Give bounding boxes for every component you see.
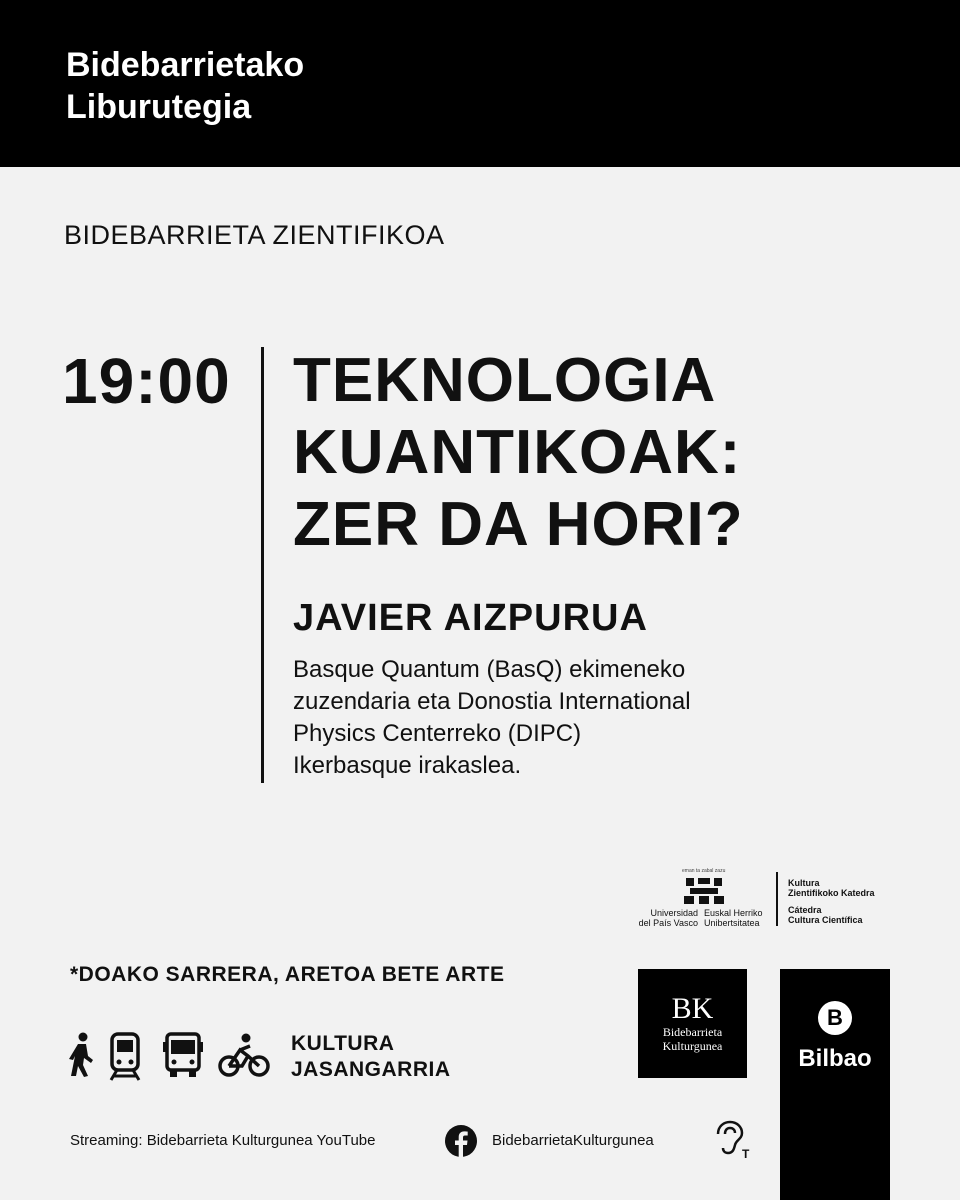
upv-ehu-logo bbox=[632, 868, 902, 932]
catedra-line2: Cultura Científica bbox=[788, 915, 863, 925]
free-entry-note: *DOAKO SARRERA, ARETOA BETE ARTE bbox=[70, 963, 505, 986]
facebook-handle: BidebarrietaKulturgunea bbox=[492, 1132, 654, 1149]
series-title: BIDEBARRIETA ZIENTIFIKOA bbox=[64, 220, 445, 250]
bk-name-line2: Kulturgunea bbox=[662, 1039, 723, 1053]
catedra-name bbox=[788, 905, 863, 925]
upv-motto: eman ta zabal zazu bbox=[682, 868, 726, 874]
katedra-line1: Kultura bbox=[788, 878, 820, 888]
hearing-loop-icon bbox=[712, 1120, 752, 1162]
tram-icon bbox=[108, 1032, 142, 1082]
sustainable-culture-line2: JASANGARRIA bbox=[291, 1058, 451, 1081]
bk-mark-text: BK bbox=[671, 992, 714, 1023]
header-bar bbox=[0, 0, 960, 167]
bike-icon bbox=[218, 1032, 270, 1078]
streaming-info: Streaming: Bidebarrieta Kulturgunea YouTube bbox=[70, 1132, 376, 1149]
library-name bbox=[66, 44, 304, 128]
event-title bbox=[293, 345, 913, 561]
speaker-bio-line3: Physics Centerreko (DIPC) bbox=[293, 720, 582, 747]
event-title-line2: KUANTIKOAK: bbox=[293, 418, 742, 487]
sustainable-culture-line1: KULTURA bbox=[291, 1032, 395, 1055]
speaker-bio bbox=[293, 654, 913, 782]
upv-es-line2: del País Vasco bbox=[638, 918, 698, 928]
upv-eu-line2: Unibertsitatea bbox=[704, 918, 760, 928]
bk-name bbox=[638, 1025, 747, 1053]
upv-tree-icon bbox=[682, 876, 726, 906]
bk-name-line1: Bidebarrieta bbox=[662, 1025, 723, 1039]
bus-icon bbox=[162, 1032, 204, 1078]
library-name-line1: Bidebarrietako bbox=[66, 46, 305, 84]
upv-eu-line1: Euskal Herriko bbox=[704, 908, 763, 918]
event-time: 19:00 bbox=[62, 345, 231, 417]
library-name-line2: Liburutegia bbox=[66, 88, 252, 126]
walk-icon bbox=[66, 1032, 96, 1078]
upv-es-line1: Universidad bbox=[650, 908, 698, 918]
bilbao-name: Bilbao bbox=[798, 1045, 872, 1072]
upv-eu-name bbox=[704, 908, 763, 928]
catedra-line1: Cátedra bbox=[788, 905, 822, 915]
sustainable-culture bbox=[291, 1031, 451, 1083]
speaker-name: JAVIER AIZPURUA bbox=[293, 597, 648, 639]
upv-es-name bbox=[632, 908, 698, 928]
event-title-line1: TEKNOLOGIA bbox=[293, 346, 717, 415]
upv-separator bbox=[776, 872, 778, 926]
speaker-bio-line1: Basque Quantum (BasQ) ekimeneko bbox=[293, 656, 686, 683]
facebook-icon bbox=[444, 1124, 478, 1158]
bk-logo bbox=[638, 969, 747, 1078]
katedra-name bbox=[788, 878, 875, 898]
speaker-bio-line2: zuzendaria eta Donostia International bbox=[293, 688, 691, 715]
bilbao-b-icon: B bbox=[818, 1001, 852, 1035]
speaker-bio-line4: Ikerbasque irakaslea. bbox=[293, 752, 522, 779]
event-title-line3: ZER DA HORI? bbox=[293, 490, 744, 559]
bk-mark-icon bbox=[658, 991, 727, 1023]
katedra-line2: Zientifikoko Katedra bbox=[788, 888, 875, 898]
hearing-loop-letter: T bbox=[742, 1147, 750, 1161]
divider-line bbox=[261, 347, 264, 783]
bilbao-logo bbox=[780, 969, 890, 1200]
